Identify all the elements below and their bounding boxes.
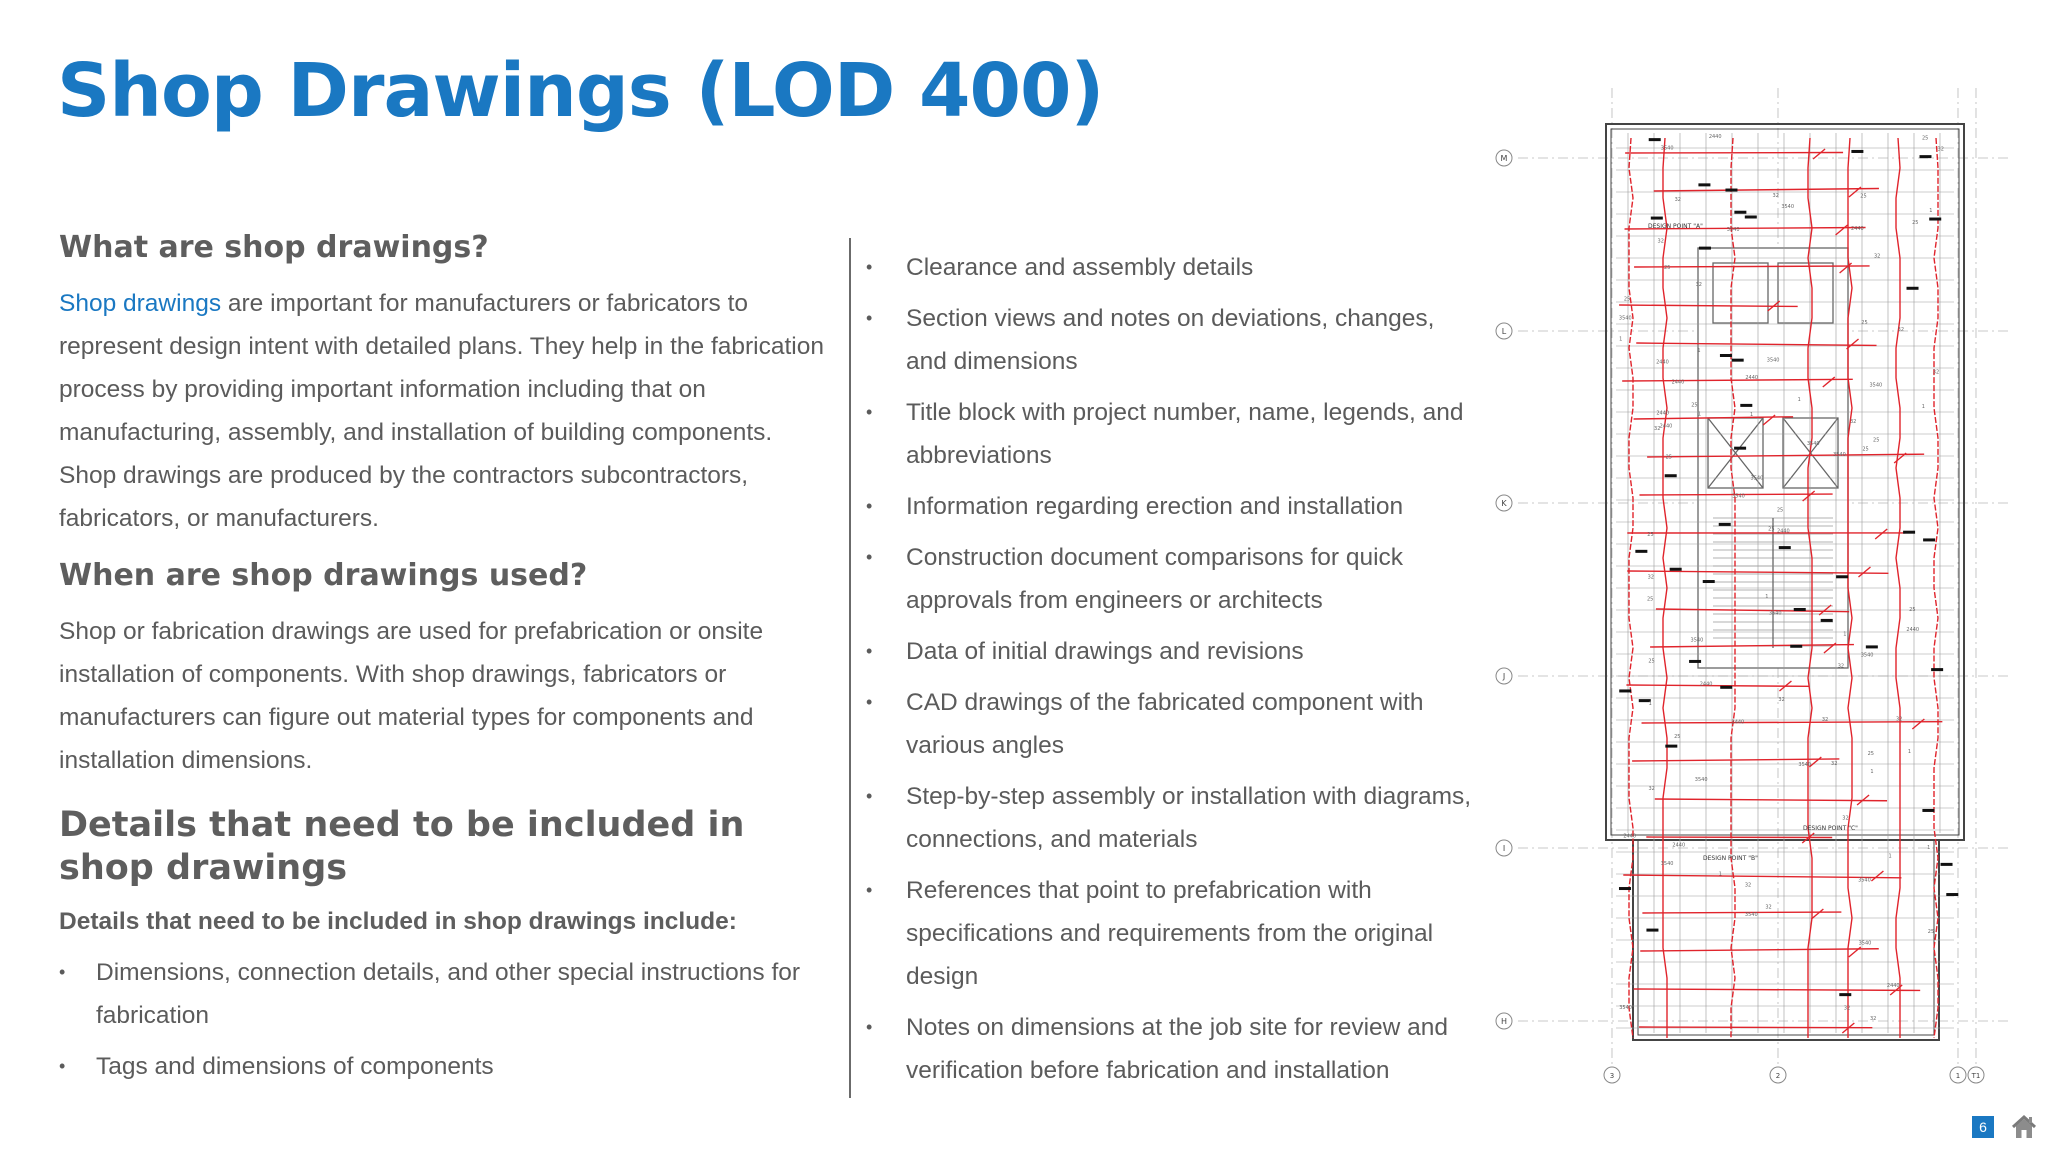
svg-text:3540: 3540: [1806, 441, 1820, 448]
svg-text:2440: 2440: [1777, 528, 1790, 535]
list-item: • Notes on dimensions at the job site for review and verification before fabrication and installation: [866, 1006, 1481, 1092]
svg-text:25: 25: [1674, 733, 1681, 740]
svg-text:32: 32: [1744, 882, 1752, 889]
svg-text:DESIGN POINT "B": DESIGN POINT "B": [1703, 855, 1758, 862]
list-item: • Data of initial drawings and revisions: [866, 630, 1481, 673]
right-column: [866, 246, 1481, 1100]
svg-text:25: 25: [1860, 193, 1867, 200]
svg-text:1: 1: [1907, 748, 1912, 755]
svg-text:3540: 3540: [1833, 452, 1846, 459]
svg-text:25: 25: [1921, 135, 1929, 142]
svg-text:32: 32: [1648, 786, 1655, 793]
svg-text:25: 25: [1912, 220, 1919, 227]
svg-text:1: 1: [1870, 768, 1874, 775]
svg-text:L: L: [1501, 327, 1507, 336]
svg-text:25: 25: [1862, 446, 1869, 453]
svg-text:3540: 3540: [1858, 877, 1871, 884]
bullet-icon: •: [866, 786, 873, 806]
page-title: Shop Drawings (LOD 400): [57, 48, 1104, 134]
svg-text:25: 25: [1647, 532, 1654, 539]
svg-text:2440: 2440: [1659, 423, 1673, 430]
svg-text:32: 32: [1695, 282, 1702, 289]
svg-text:K: K: [1501, 499, 1507, 508]
list-item: • References that point to prefabrication with specifications and requirements from the original design: [866, 869, 1481, 998]
list-item: • Tags and dimensions of components: [59, 1045, 834, 1088]
svg-text:1: 1: [1750, 412, 1754, 419]
bullet-icon: •: [59, 1056, 66, 1076]
svg-text:25: 25: [1665, 454, 1672, 461]
svg-text:32: 32: [1849, 418, 1857, 425]
bullet-icon: •: [866, 257, 873, 277]
svg-text:3540: 3540: [1694, 776, 1708, 783]
svg-text:32: 32: [1831, 761, 1838, 768]
svg-text:3540: 3540: [1732, 493, 1745, 500]
details-list-left: [59, 951, 834, 1088]
svg-text:25: 25: [1873, 437, 1880, 444]
svg-text:J: J: [1502, 672, 1506, 681]
svg-text:1: 1: [1921, 404, 1925, 411]
svg-text:3540: 3540: [1869, 382, 1883, 389]
list-item: • Dimensions, connection details, and other special instructions for fabrication: [59, 951, 834, 1037]
list-item: • Clearance and assembly details: [866, 246, 1481, 289]
svg-text:32: 32: [1654, 426, 1661, 433]
details-list-right: [866, 246, 1481, 1092]
svg-text:25: 25: [1776, 507, 1784, 514]
svg-text:2: 2: [1775, 1072, 1781, 1080]
svg-text:1: 1: [1929, 207, 1933, 214]
svg-text:32: 32: [1873, 253, 1881, 260]
section-paragraph-when: Shop or fabrication drawings are used for prefabrication or onsite installation of components. With shop drawings, fabricators or manufacturers can figure out material types for components and installation dimensions.: [59, 618, 764, 774]
shop-drawings-link[interactable]: Shop drawings: [59, 290, 222, 317]
svg-text:32: 32: [1647, 574, 1655, 581]
svg-text:3540: 3540: [1726, 227, 1740, 234]
bullet-icon: •: [866, 880, 873, 900]
svg-text:T1: T1: [1971, 1072, 1981, 1080]
svg-text:32: 32: [1657, 238, 1664, 245]
bullet-icon: •: [866, 692, 873, 712]
svg-text:1: 1: [1697, 411, 1702, 418]
svg-text:3540: 3540: [1750, 475, 1764, 482]
bullet-icon: •: [866, 308, 873, 328]
svg-text:32: 32: [1869, 1016, 1877, 1023]
section-heading-details: Details that need to be included in shop drawings: [59, 805, 745, 888]
svg-text:2440: 2440: [1656, 359, 1669, 366]
svg-text:3540: 3540: [1798, 762, 1812, 769]
bullet-icon: •: [866, 547, 873, 567]
svg-text:1: 1: [1765, 593, 1769, 600]
svg-text:3: 3: [1609, 1072, 1615, 1080]
svg-text:1: 1: [1843, 631, 1847, 638]
section-paragraph-what: [59, 282, 834, 540]
bullet-icon: •: [59, 962, 66, 982]
svg-text:25: 25: [1691, 402, 1698, 409]
svg-text:32: 32: [1843, 1005, 1851, 1012]
bullet-icon: •: [866, 496, 873, 516]
svg-text:3540: 3540: [1618, 315, 1632, 322]
svg-text:32: 32: [1897, 326, 1905, 333]
svg-text:2440: 2440: [1708, 134, 1722, 141]
svg-text:3540: 3540: [1858, 940, 1872, 947]
svg-text:3540: 3540: [1690, 637, 1704, 644]
list-item: • CAD drawings of the fabricated component with various angles: [866, 681, 1481, 767]
list-item: • Step-by-step assembly or installation with diagrams, connections, and materials: [866, 775, 1481, 861]
svg-text:25: 25: [1867, 750, 1874, 757]
svg-text:32: 32: [1837, 663, 1845, 670]
svg-text:2440: 2440: [1623, 833, 1637, 840]
svg-text:DESIGN POINT "C": DESIGN POINT "C": [1803, 825, 1858, 832]
svg-text:2440: 2440: [1731, 719, 1745, 726]
section-heading-what: What are shop drawings?: [59, 230, 489, 265]
svg-text:3540: 3540: [1860, 652, 1874, 659]
page-number: 6: [1972, 1116, 1994, 1138]
svg-text:1: 1: [1697, 348, 1701, 355]
svg-text:DESIGN POINT "A": DESIGN POINT "A": [1648, 223, 1703, 230]
svg-text:3540: 3540: [1766, 357, 1780, 364]
svg-text:1: 1: [1797, 396, 1801, 403]
svg-text:25: 25: [1623, 296, 1631, 303]
svg-text:1: 1: [1648, 700, 1652, 707]
bullet-icon: •: [866, 641, 873, 661]
bullet-icon: •: [866, 402, 873, 422]
svg-text:25: 25: [1664, 264, 1671, 271]
bullet-icon: •: [866, 1017, 873, 1037]
svg-text:2440: 2440: [1906, 627, 1920, 634]
svg-text:32: 32: [1772, 193, 1779, 200]
column-divider: [849, 238, 851, 1098]
svg-text:32: 32: [1937, 146, 1944, 153]
svg-text:2440: 2440: [1850, 225, 1864, 232]
svg-text:2440: 2440: [1699, 681, 1713, 688]
svg-text:1: 1: [1718, 871, 1722, 878]
svg-text:3540: 3540: [1768, 610, 1782, 617]
svg-text:32: 32: [1821, 716, 1829, 723]
paragraph-text: are important for manufacturers or fabricators to represent design intent with detailed plans. They help in the fabrication process by providing important information including that on manufacturing, assembly, and installation of building components. Shop drawings are produced by the contractors subcontractors, fabricators, or manufacturers.: [59, 290, 824, 532]
svg-text:I: I: [1502, 844, 1506, 853]
svg-text:1: 1: [1927, 844, 1931, 851]
svg-text:32: 32: [1778, 697, 1785, 704]
svg-text:32: 32: [1896, 716, 1903, 723]
list-item: • Title block with project number, name, legends, and abbreviations: [866, 391, 1481, 477]
svg-text:3540: 3540: [1660, 860, 1674, 867]
floor-plan-drawing: [1488, 88, 2008, 1098]
svg-text:25: 25: [1909, 606, 1916, 613]
svg-text:1: 1: [1619, 336, 1623, 343]
details-intro: Details that need to be included in shop drawings include:: [59, 908, 737, 935]
svg-text:M: M: [1500, 154, 1508, 163]
svg-text:25: 25: [1648, 658, 1655, 665]
list-item: • Construction document comparisons for quick approvals from engineers or architects: [866, 536, 1481, 622]
svg-text:3540: 3540: [1660, 145, 1674, 152]
svg-text:2440: 2440: [1745, 375, 1759, 382]
svg-text:H: H: [1500, 1017, 1508, 1026]
svg-text:2440: 2440: [1886, 982, 1900, 989]
home-icon[interactable]: [2010, 1113, 2038, 1141]
section-heading-when: When are shop drawings used?: [59, 558, 588, 593]
svg-text:25: 25: [1646, 596, 1654, 603]
svg-text:25: 25: [1861, 319, 1868, 326]
svg-text:1: 1: [1888, 853, 1892, 860]
svg-text:25: 25: [1768, 526, 1775, 533]
svg-text:3540: 3540: [1619, 1004, 1632, 1011]
svg-text:2440: 2440: [1671, 379, 1685, 386]
left-column: [59, 228, 834, 1096]
svg-text:2440: 2440: [1656, 410, 1670, 417]
svg-text:32: 32: [1842, 815, 1849, 822]
svg-text:25: 25: [1927, 929, 1935, 936]
svg-text:2440: 2440: [1672, 842, 1686, 849]
list-item: • Section views and notes on deviations, changes, and dimensions: [866, 297, 1481, 383]
svg-text:32: 32: [1765, 904, 1772, 911]
svg-text:1: 1: [1955, 1072, 1961, 1080]
list-item: • Information regarding erection and installation: [866, 485, 1481, 528]
svg-text:3540: 3540: [1744, 912, 1758, 919]
svg-text:32: 32: [1932, 369, 1940, 376]
svg-text:32: 32: [1674, 196, 1681, 203]
svg-text:3540: 3540: [1781, 203, 1795, 210]
